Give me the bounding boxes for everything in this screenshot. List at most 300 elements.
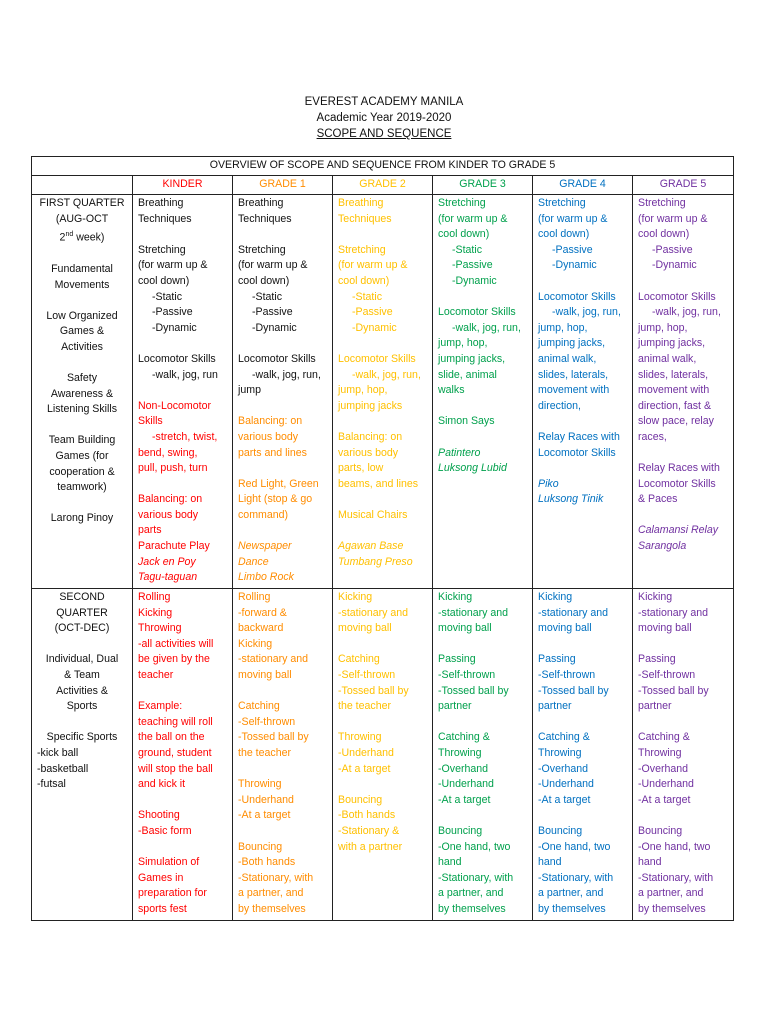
grade-cell [133,195,233,589]
cell-line: jumping jacks [338,399,403,412]
cell-line: (OCT-DEC) [54,622,110,635]
cell-line: a partner, and [538,887,604,900]
cell-line: Agawan Base [338,540,404,553]
academic-year: Academic Year 2019-2020 [316,112,452,124]
cell-line: -Passive [252,306,293,319]
document-header [0,94,768,142]
cell-line [138,477,227,493]
cell-line: -stationary and [638,606,709,619]
cell-line [638,715,728,731]
cell-line: direction, fast & [638,399,712,412]
cell-line: -Overhand [438,762,489,775]
cell-line [238,461,327,477]
cell-line: teacher [138,668,174,681]
cell-line: jump [238,384,261,397]
cell-line: Bouncing [538,824,583,837]
cell-line: animal walk, [538,352,597,365]
cell-line: Games & [59,325,105,338]
cell-line: Bouncing [238,840,283,853]
cell-line [538,808,627,824]
cell-line: Example: [138,700,183,713]
cell-line: cool down) [538,228,590,241]
cell-line [138,336,227,352]
cell-line: -Underhand [638,778,694,791]
cell-line: -Passive [552,243,593,256]
cell-line: cooperation & [49,465,115,478]
cell-line: Stretching [638,197,686,209]
cell-line: -Stationary, with [638,871,714,884]
cell-line: Locomotor Skills [538,290,616,303]
cell-line [538,637,627,653]
cell-line: direction, [538,399,581,412]
cell-line: -Overhand [538,762,589,775]
cell-line: slides, laterals, [538,368,609,381]
cell-line: -futsal [37,778,66,791]
grade-cell [433,195,533,589]
cell-line: Techniques [138,212,192,225]
cell-line: Locomotor Skills [638,290,716,303]
cell-line: Passing [438,653,476,666]
cell-line: by themselves [638,902,706,915]
cell-line: slides, laterals, [638,368,709,381]
cell-line: -walk, jog, run [152,368,218,381]
cell-line: Stretching [338,243,386,256]
cell-line: & Paces [638,493,678,506]
cell-line: Luksong Tinik [538,493,604,506]
cell-line: -Self-thrown [538,668,596,681]
document-title: SCOPE AND SEQUENCE [316,128,452,140]
cell-line: hand [438,856,462,869]
cell-line [338,715,427,731]
cell-line: cool down) [238,274,290,287]
cell-line [238,824,327,840]
cell-line: parts [138,524,162,537]
cell-line: -Dynamic [252,321,297,334]
grade-header: GRADE 3 [433,176,533,195]
cell-line: -Dynamic [652,259,697,272]
cell-line [37,293,127,309]
cell-line [138,383,227,399]
cell-line: beams, and lines [338,477,419,490]
cell-line: -Self-thrown [438,668,496,681]
cell-line: -Dynamic [152,321,197,334]
cell-line: Rolling [138,591,171,603]
grade-cell [633,589,734,921]
cell-line [338,492,427,508]
cell-line: teamwork) [57,481,107,494]
cell-line [638,508,728,524]
cell-line: various body [238,430,299,443]
cell-line: Low Organized [46,309,118,322]
cell-line: jumping jacks, [538,337,606,350]
cell-line: -Static [252,290,283,303]
cell-line: Activities [61,340,103,353]
cell-line [638,446,728,462]
cell-line: -Dynamic [552,259,597,272]
cell-line: -Underhand [538,778,594,791]
cell-line: slide, animal [438,368,497,381]
cell-line: Calamansi Relay [638,524,719,537]
cell-line: Safety [66,372,98,385]
cell-line: the teacher [338,700,392,713]
cell-line: -Tossed ball by [638,684,709,697]
cell-line: a partner, and [638,887,704,900]
cell-line: Luksong Lubid [438,462,507,475]
cell-line: -At a target [338,762,391,775]
cell-line: -stationary and [338,606,409,619]
cell-line: -At a target [238,809,291,822]
cell-line [238,684,327,700]
cell-line: moving ball [338,622,392,635]
cell-line: -Passive [652,243,693,256]
cell-line: command) [238,508,289,521]
cell-line: -Stationary, with [438,871,514,884]
table-title: OVERVIEW OF SCOPE AND SEQUENCE FROM KINDER TO GRADE 5 [32,157,734,176]
cell-line: -Passive [452,259,493,272]
second-quarter-row [32,589,734,921]
cell-line: (for warm up & [138,259,208,272]
cell-line [138,840,227,856]
cell-line: Catching & [538,731,590,744]
cell-line: -Passive [352,306,393,319]
cell-line [338,523,427,539]
grade-cell [233,589,333,921]
cell-line: will stop the ball [138,762,213,775]
grade-cell [133,589,233,921]
cell-line: Piko [538,477,559,490]
cell-line: Limbo Rock [238,571,294,584]
cell-line [338,414,427,430]
cell-line: Sarangola [638,540,687,553]
cell-line: Balancing: on [238,415,303,428]
cell-line: Simon Says [438,415,495,428]
cell-line: a partner, and [238,887,304,900]
cell-line: Locomotor Skills [238,352,316,365]
cell-line: -Static [152,290,183,303]
cell-line: partner [638,700,672,713]
cell-line [37,355,127,371]
cell-line: Catching & [638,731,690,744]
cell-line: moving ball [238,668,292,681]
cell-line: Jack en Poy [138,555,196,568]
cell-line: hand [538,856,562,869]
cell-line [438,290,527,306]
cell-line [438,430,527,446]
cell-line [338,637,427,653]
cell-line: slow pace, relay [638,415,714,428]
cell-line: parts, low [338,462,384,475]
grade-cell [533,195,633,589]
cell-line: Tumbang Preso [338,555,413,568]
cell-line: -Underhand [438,778,494,791]
cell-line: -Tossed ball by [238,731,309,744]
cell-line: jump, hop, [538,321,588,334]
cell-line: partner [538,700,572,713]
cell-line: hand [638,856,662,869]
cell-line: Stretching [538,197,586,209]
cell-line: Breathing [238,197,284,209]
cell-line: (for warm up & [538,212,608,225]
cell-line [538,414,627,430]
cell-line: jump, hop, [438,337,488,350]
cell-line: Light (stop & go [238,493,313,506]
cell-line: Techniques [338,212,392,225]
grade-header: GRADE 2 [333,176,433,195]
cell-line: Bouncing [638,824,683,837]
grade-cell [233,195,333,589]
cell-line: Individual, Dual [45,653,119,666]
cell-line: -One hand, two [438,840,511,853]
cell-line: Kicking [338,591,373,603]
cell-line: Games (for [55,450,109,463]
cell-line: Awareness & [50,387,114,400]
cell-line [638,637,728,653]
cell-line: -walk, jog, run, [352,368,421,381]
cell-line: Techniques [238,212,292,225]
cell-line: Red Light, Green [238,477,319,490]
cell-line: -forward & [238,606,287,619]
grade-cell [333,195,433,589]
cell-line: Musical Chairs [338,508,408,521]
cell-line: be given by the [138,653,210,666]
cell-line: moving ball [538,622,592,635]
cell-line: Kicking [438,591,473,603]
cell-line: Non-Locomotor [138,399,212,412]
cell-line: Locomotor Skills [638,477,716,490]
cell-line: Catching [338,653,380,666]
grade-header: GRADE 4 [533,176,633,195]
cell-line: -Self-thrown [638,668,696,681]
cell-line: Throwing [538,746,582,759]
cell-line: -Basic form [138,824,192,837]
cell-line: with a partner [338,840,403,853]
cell-line: -stretch, twist, [152,430,218,443]
cell-line: cool down) [438,228,490,241]
cell-line [538,461,627,477]
cell-line: & Team [64,668,100,681]
cell-line: Shooting [138,809,180,822]
cell-line: -Static [352,290,383,303]
first-quarter-row [32,195,734,589]
cell-line: -stationary and [538,606,609,619]
cell-line: -walk, jog, run, [552,306,621,319]
cell-line [238,227,327,243]
corner-cell [32,176,133,195]
cell-line: -At a target [438,793,491,806]
cell-line: a partner, and [438,887,504,900]
cell-line: and kick it [138,778,186,791]
cell-line: by themselves [538,902,606,915]
cell-line [638,808,728,824]
cell-line: -Dynamic [452,274,497,287]
cell-line: -stationary and [238,653,309,666]
cell-line [37,496,127,512]
cell-line: Listening Skills [46,403,118,416]
cell-line: (for warm up & [338,259,408,272]
cell-line: Tagu-taguan [138,571,198,584]
cell-line: -One hand, two [538,840,611,853]
cell-line [37,246,127,262]
cell-line: Throwing [238,778,282,791]
cell-line: Team Building [48,434,116,447]
cell-line [438,399,527,415]
cell-line: cool down) [638,228,690,241]
cell-line [138,227,227,243]
cell-line: Locomotor Skills [338,352,416,365]
cell-line: parts and lines [238,446,307,459]
cell-line: -Tossed ball by [538,684,609,697]
cell-line: ground, student [138,746,212,759]
cell-line: SECOND [59,591,105,603]
cell-line: Dance [238,555,269,568]
cell-line: Catching [238,700,280,713]
cell-line: (for warm up & [238,259,308,272]
cell-line [37,418,127,434]
cell-line: Patintero [438,446,481,459]
cell-line: -At a target [538,793,591,806]
cell-line: Rolling [238,591,271,603]
cell-line: Breathing [338,197,384,209]
quarter-label [32,195,133,589]
cell-line [138,684,227,700]
cell-line: Throwing [338,731,382,744]
cell-line: -Stationary, with [238,871,314,884]
cell-line: Stretching [238,243,286,256]
cell-line: jumping jacks, [638,337,706,350]
cell-line: Locomotor Skills [538,446,616,459]
cell-line [438,808,527,824]
cell-line: pull, push, turn [138,462,208,475]
cell-line: -walk, jog, run, [652,306,721,319]
cell-line: Larong Pinoy [50,512,114,525]
cell-line: -basketball [37,762,89,775]
cell-line: Locomotor Skills [438,306,516,319]
cell-line: various body [138,508,199,521]
cell-line: -Underhand [338,746,394,759]
quarter-label [32,589,133,921]
cell-line: Balancing: on [338,430,403,443]
grade-cell [333,589,433,921]
cell-line: moving ball [438,622,492,635]
cell-line: various body [338,446,399,459]
cell-line [238,523,327,539]
cell-line: jump, hop, [638,321,688,334]
cell-line: preparation for [138,887,207,900]
cell-line: Kicking [538,591,573,603]
cell-line: (for warm up & [638,212,708,225]
cell-line: cool down) [338,274,390,287]
cell-line [438,637,527,653]
cell-line: races, [638,430,667,443]
cell-line: Bouncing [338,793,383,806]
cell-line: movement with [538,384,610,397]
cell-line: backward [238,622,284,635]
cell-line: Catching & [438,731,490,744]
cell-line [37,637,127,653]
cell-line: Throwing [638,746,682,759]
cell-line [538,274,627,290]
cell-line: -One hand, two [638,840,711,853]
cell-line [238,399,327,415]
cell-line: Activities & [56,684,108,697]
cell-line: -walk, jog, run, [252,368,321,381]
cell-line: Simulation of [138,856,200,869]
cell-line: Passing [538,653,576,666]
cell-line: bend, swing, [138,446,198,459]
cell-line: -Passive [152,306,193,319]
cell-line: (AUG-OCT [55,212,109,225]
cell-line [238,762,327,778]
cell-line: QUARTER [56,606,108,619]
cell-line [138,793,227,809]
cell-line: Throwing [438,746,482,759]
grade-cell [533,589,633,921]
cell-line: -Tossed ball by [338,684,409,697]
cell-line: -walk, jog, run, [452,321,521,334]
cell-line: Kicking [238,637,273,650]
cell-line: -Both hands [338,809,396,822]
cell-line: Balancing: on [138,493,203,506]
grade-header-row [32,176,734,195]
cell-line: Breathing [138,197,184,209]
cell-line [338,227,427,243]
grade-header: KINDER [133,176,233,195]
cell-line: by themselves [238,902,306,915]
cell-line: -Stationary, with [538,871,614,884]
school-name: EVEREST ACADEMY MANILA [304,96,464,108]
cell-line: Fundamental [51,262,113,275]
cell-line: movement with [638,384,710,397]
cell-line [538,715,627,731]
cell-line: partner [438,700,472,713]
cell-line: -Static [452,243,483,256]
cell-line: -Both hands [238,856,296,869]
cell-line: -Self-thrown [338,668,396,681]
cell-line [438,715,527,731]
cell-line: Locomotor Skills [138,352,216,365]
cell-line: -Underhand [238,793,294,806]
cell-line: sports fest [138,902,187,915]
cell-line: Parachute Play [138,540,210,553]
cell-line: cool down) [138,274,190,287]
cell-line: -stationary and [438,606,509,619]
cell-line [37,715,127,731]
cell-line: 2nd week) [59,231,105,244]
cell-line [338,777,427,793]
grade-cell [633,195,734,589]
cell-line: walks [438,384,465,397]
cell-line: (for warm up & [438,212,508,225]
cell-line [638,274,728,290]
cell-line: jumping jacks, [438,352,506,365]
cell-line: -all activities will [138,637,214,650]
cell-line [338,336,427,352]
cell-line: FIRST QUARTER [39,197,125,209]
cell-line: Relay Races with [638,462,720,475]
cell-line: Skills [138,415,163,428]
cell-line: -kick ball [37,746,79,759]
cell-line: Throwing [138,622,182,635]
cell-line: -Self-thrown [238,715,296,728]
cell-line: Newspaper [238,540,292,553]
cell-line: Relay Races with [538,430,620,443]
cell-line: animal walk, [638,352,697,365]
cell-line: -Overhand [638,762,689,775]
cell-line: teaching will roll [138,715,213,728]
cell-line: -Tossed ball by [438,684,509,697]
scope-sequence-table [31,156,734,921]
cell-line: Kicking [138,606,173,619]
